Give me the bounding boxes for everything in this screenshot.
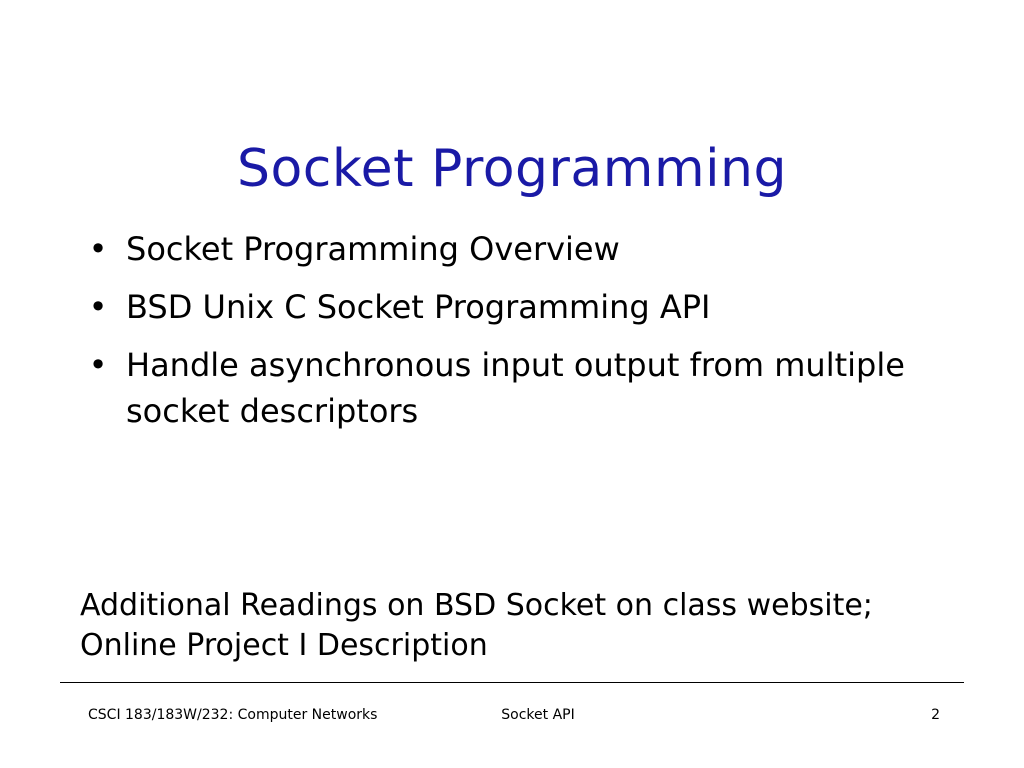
- bullet-marker: •: [88, 230, 108, 268]
- bullet-text: BSD Unix C Socket Programming API: [126, 288, 711, 326]
- footer-divider: [60, 682, 964, 683]
- footer-topic: Socket API: [501, 707, 575, 723]
- bullet-text: Socket Programming Overview: [126, 230, 620, 268]
- readings-line-1: Additional Readings on BSD Socket on class website;: [80, 588, 873, 623]
- bullet-marker: •: [88, 346, 108, 384]
- bullet-list: [86, 226, 966, 446]
- bullet-text: Handle asynchronous input output from multiple socket descriptors: [126, 346, 905, 430]
- bullet-item: [86, 342, 966, 434]
- additional-readings: [80, 586, 980, 666]
- footer-page-number: 2: [931, 707, 940, 723]
- slide-title: Socket Programming: [236, 138, 788, 199]
- bullet-item: [86, 226, 966, 272]
- readings-line-2: Online Project I Description: [80, 628, 488, 663]
- bullet-marker: •: [88, 288, 108, 326]
- footer-course: CSCI 183/183W/232: Computer Networks: [88, 707, 378, 723]
- bullet-item: [86, 284, 966, 330]
